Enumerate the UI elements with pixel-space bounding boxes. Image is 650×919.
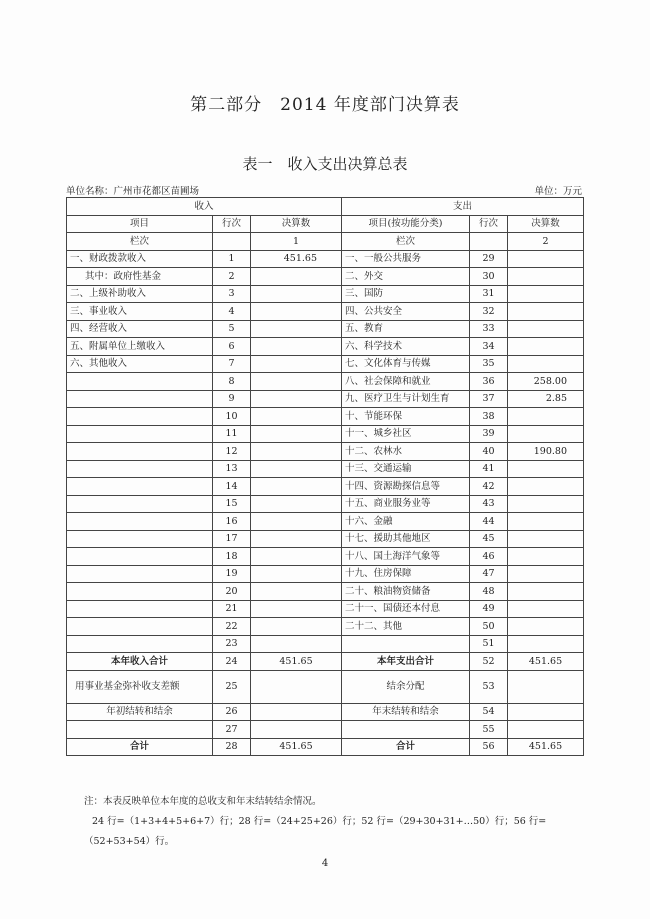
year-income-total-label: 本年收入合计 [67, 653, 213, 671]
income-item-label [67, 408, 213, 426]
table-row [67, 618, 584, 636]
row-number: 48 [470, 583, 508, 601]
expense-item-label [342, 635, 470, 653]
table-row [67, 373, 584, 391]
table-row [67, 635, 584, 653]
column-label: 栏次 [67, 233, 213, 251]
row-number: 2 [213, 268, 251, 286]
row-number: 51 [470, 635, 508, 653]
expense-item-label: 七、文化体育与传媒 [342, 355, 470, 373]
expense-item-label: 十、节能环保 [342, 408, 470, 426]
income-item-label: 四、经营收入 [67, 320, 213, 338]
income-amount [251, 583, 342, 601]
row-number: 49 [470, 600, 508, 618]
expense-amount [508, 513, 584, 531]
expense-item-label: 八、社会保障和就业 [342, 373, 470, 391]
year-expense-total-value: 451.65 [508, 653, 584, 671]
column-label: 栏次 [342, 233, 470, 251]
row-number: 9 [213, 390, 251, 408]
unit-label: 单位：万元 [534, 186, 582, 197]
income-item-label: 一、财政拨款收入 [67, 250, 213, 268]
row-number: 37 [470, 390, 508, 408]
expense-item-label: 十七、援助其他地区 [342, 530, 470, 548]
table-row [67, 478, 584, 496]
expense-amount [508, 355, 584, 373]
grand-total-income-value: 451.65 [251, 738, 342, 756]
income-amount [251, 565, 342, 583]
beginning-balance-label: 年初结转和结余 [67, 703, 213, 721]
row-number: 38 [470, 408, 508, 426]
ending-balance-label: 年末结转和结余 [342, 703, 470, 721]
income-amount [251, 618, 342, 636]
income-amount [251, 303, 342, 321]
expense-amount [508, 583, 584, 601]
income-amount [251, 338, 342, 356]
table-row [67, 530, 584, 548]
income-item-label [67, 443, 213, 461]
expense-item-label: 十二、农林水 [342, 443, 470, 461]
expense-amount [508, 285, 584, 303]
row-number: 52 [470, 653, 508, 671]
surplus-distribution-label: 结余分配 [342, 670, 470, 703]
row-number: 15 [213, 495, 251, 513]
row-number: 54 [470, 703, 508, 721]
row-number: 56 [470, 738, 508, 756]
income-item-label [67, 548, 213, 566]
row-number: 21 [213, 600, 251, 618]
income-amount-header: 决算数 [251, 215, 342, 233]
expense-amount [508, 425, 584, 443]
row-number: 35 [470, 355, 508, 373]
income-item-label [67, 583, 213, 601]
fund-make-up-label: 用事业基金弥补收支差额 [67, 670, 213, 703]
table-row [67, 495, 584, 513]
table-row [67, 355, 584, 373]
table-row [67, 390, 584, 408]
row-number: 36 [470, 373, 508, 391]
row-number: 55 [470, 721, 508, 739]
row-number: 28 [213, 738, 251, 756]
income-amount [251, 495, 342, 513]
row-number: 50 [470, 618, 508, 636]
income-item-label: 二、上级补助收入 [67, 285, 213, 303]
expense-header: 支出 [342, 198, 584, 216]
table-row [67, 285, 584, 303]
income-header: 收入 [67, 198, 342, 216]
income-amount [251, 373, 342, 391]
income-amount [251, 443, 342, 461]
row-number: 1 [213, 250, 251, 268]
row-number: 23 [213, 635, 251, 653]
income-amount [251, 548, 342, 566]
year-expense-total-label: 本年支出合计 [342, 653, 470, 671]
row-number: 12 [213, 443, 251, 461]
expense-row-no-header: 行次 [470, 215, 508, 233]
expense-item-label: 二十一、国债还本付息 [342, 600, 470, 618]
row-number: 47 [470, 565, 508, 583]
row-number: 3 [213, 285, 251, 303]
row-number: 6 [213, 338, 251, 356]
row-number: 13 [213, 460, 251, 478]
income-item-label [67, 618, 213, 636]
income-expense-table [66, 197, 584, 756]
expense-item-label: 二、外交 [342, 268, 470, 286]
table-row [67, 250, 584, 268]
row-number: 41 [470, 460, 508, 478]
expense-item-label: 三、国防 [342, 285, 470, 303]
row-number: 31 [470, 285, 508, 303]
income-amount [251, 478, 342, 496]
row-number: 34 [470, 338, 508, 356]
expense-amount [508, 268, 584, 286]
income-amount [251, 320, 342, 338]
expense-amount [508, 478, 584, 496]
expense-item-label: 十三、交通运输 [342, 460, 470, 478]
table-row [67, 548, 584, 566]
income-amount [251, 513, 342, 531]
table-title: 表一 收入支出决算总表 [242, 155, 408, 173]
row-number: 16 [213, 513, 251, 531]
expense-amount [508, 250, 584, 268]
income-row-no-header: 行次 [213, 215, 251, 233]
table-row [67, 268, 584, 286]
table-row [67, 583, 584, 601]
expense-amount [508, 530, 584, 548]
expense-amount [508, 460, 584, 478]
footnote [84, 792, 584, 852]
income-item-label [67, 635, 213, 653]
unit-name: 单位名称：广州市花都区苗圃场 [66, 186, 200, 197]
row-number: 33 [470, 320, 508, 338]
expense-amount [508, 495, 584, 513]
footnote-line: 注：本表反映单位本年度的总收支和年末结转结余情况。 [84, 796, 322, 807]
row-number: 26 [213, 703, 251, 721]
income-item-label [67, 513, 213, 531]
income-item-label [67, 495, 213, 513]
income-item-label: 三、事业收入 [67, 303, 213, 321]
income-amount: 451.65 [251, 250, 342, 268]
expense-amount [508, 338, 584, 356]
row-number: 40 [470, 443, 508, 461]
income-item-label [67, 425, 213, 443]
income-item-label [67, 390, 213, 408]
income-item-label [67, 373, 213, 391]
income-item-label [67, 600, 213, 618]
expense-item-label: 十五、商业服务业等 [342, 495, 470, 513]
row-number: 46 [470, 548, 508, 566]
row-number: 20 [213, 583, 251, 601]
expense-amount [508, 565, 584, 583]
table-row [67, 443, 584, 461]
income-item-label: 六、其他收入 [67, 355, 213, 373]
row-number: 44 [470, 513, 508, 531]
income-amount [251, 390, 342, 408]
row-number: 11 [213, 425, 251, 443]
row-number: 32 [470, 303, 508, 321]
income-amount [251, 425, 342, 443]
grand-total-expense-value: 451.65 [508, 738, 584, 756]
footnote-line: （52+53+54）行。 [84, 836, 175, 847]
expense-amount [508, 548, 584, 566]
income-column-number: 1 [251, 233, 342, 251]
expense-amount [508, 408, 584, 426]
footnote-line: 24 行=（1+3+4+5+6+7）行；28 行=（24+25+26）行；52 行=（29+30+31+…50）行；56 行= [92, 816, 547, 827]
row-number: 8 [213, 373, 251, 391]
row-number: 10 [213, 408, 251, 426]
expense-amount: 190.80 [508, 443, 584, 461]
row-number: 45 [470, 530, 508, 548]
part-title: 第二部分 2014 年度部门决算表 [190, 95, 460, 115]
row-number: 39 [470, 425, 508, 443]
row-number: 29 [470, 250, 508, 268]
expense-amount [508, 600, 584, 618]
row-number: 43 [470, 495, 508, 513]
row-number: 22 [213, 618, 251, 636]
row-number: 14 [213, 478, 251, 496]
table-row [67, 303, 584, 321]
row-number: 17 [213, 530, 251, 548]
expense-amount [508, 618, 584, 636]
table-row [67, 460, 584, 478]
row-number: 30 [470, 268, 508, 286]
row-number: 19 [213, 565, 251, 583]
grand-total-expense-label: 合计 [342, 738, 470, 756]
income-amount [251, 460, 342, 478]
expense-amount [508, 635, 584, 653]
page-number: 4 [321, 858, 329, 869]
expense-item-label: 十六、金融 [342, 513, 470, 531]
year-income-total-value: 451.65 [251, 653, 342, 671]
income-item-label [67, 478, 213, 496]
expense-item-label: 十四、资源勘探信息等 [342, 478, 470, 496]
expense-item-label: 五、教育 [342, 320, 470, 338]
row-number: 24 [213, 653, 251, 671]
expense-item-label: 二十二、其他 [342, 618, 470, 636]
expense-amount [508, 320, 584, 338]
income-item-label [67, 460, 213, 478]
table-row [67, 408, 584, 426]
income-item-label: 五、附属单位上缴收入 [67, 338, 213, 356]
income-amount [251, 268, 342, 286]
income-amount [251, 530, 342, 548]
row-number: 53 [470, 670, 508, 703]
table-row [67, 320, 584, 338]
expense-amount: 258.00 [508, 373, 584, 391]
expense-item-label: 一、一般公共服务 [342, 250, 470, 268]
table-row [67, 600, 584, 618]
income-amount [251, 355, 342, 373]
expense-item-label: 十八、国土海洋气象等 [342, 548, 470, 566]
income-amount [251, 408, 342, 426]
table-row [67, 425, 584, 443]
grand-total-income-label: 合计 [67, 738, 213, 756]
row-number: 7 [213, 355, 251, 373]
expense-amount [508, 303, 584, 321]
row-number: 25 [213, 670, 251, 703]
income-item-header: 项目 [67, 215, 213, 233]
expense-item-header: 项目(按功能分类) [342, 215, 470, 233]
income-item-label: 其中：政府性基金 [67, 268, 213, 286]
expense-item-label: 十九、住房保障 [342, 565, 470, 583]
expense-amount: 2.85 [508, 390, 584, 408]
expense-item-label: 六、科学技术 [342, 338, 470, 356]
row-number: 4 [213, 303, 251, 321]
row-number: 42 [470, 478, 508, 496]
expense-column-number: 2 [508, 233, 584, 251]
table-row [67, 338, 584, 356]
row-number: 27 [213, 721, 251, 739]
expense-amount-header: 决算数 [508, 215, 584, 233]
expense-item-label: 九、医疗卫生与计划生育 [342, 390, 470, 408]
income-item-label [67, 530, 213, 548]
table-row [67, 565, 584, 583]
income-amount [251, 600, 342, 618]
expense-item-label: 二十、粮油物资储备 [342, 583, 470, 601]
income-amount [251, 285, 342, 303]
income-item-label [67, 565, 213, 583]
row-number: 18 [213, 548, 251, 566]
income-amount [251, 635, 342, 653]
expense-item-label: 十一、城乡社区 [342, 425, 470, 443]
table-row [67, 513, 584, 531]
row-number: 5 [213, 320, 251, 338]
expense-item-label: 四、公共安全 [342, 303, 470, 321]
